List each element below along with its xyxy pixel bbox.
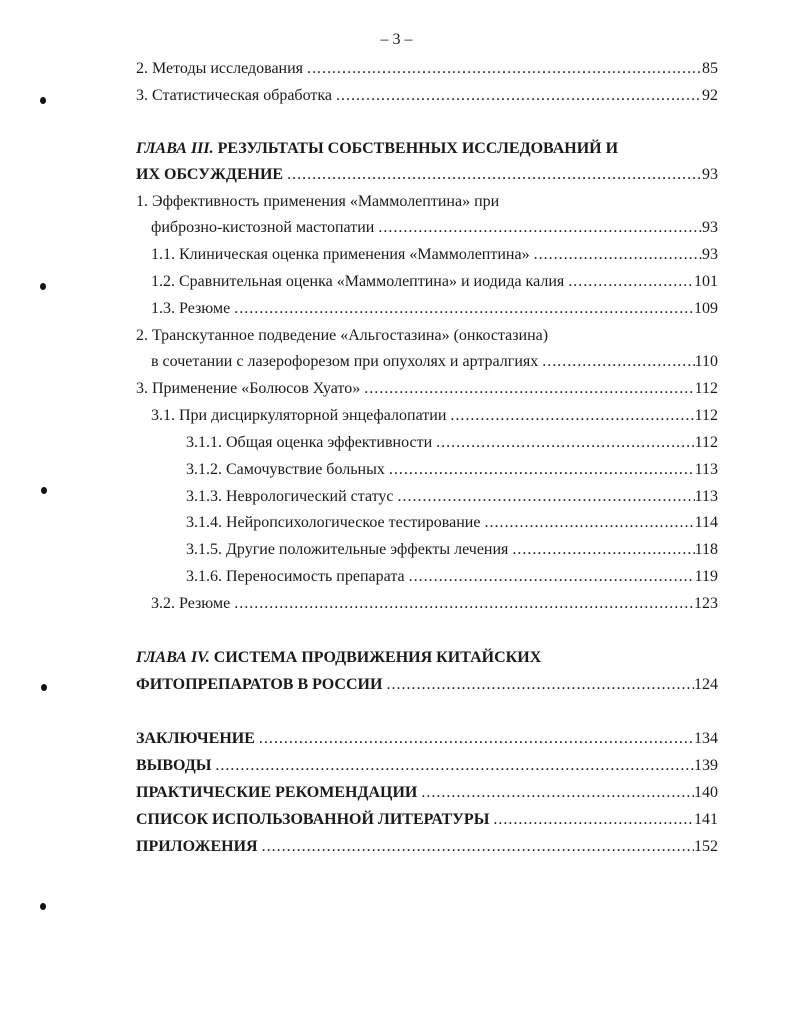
toc-entry-3 — [136, 380, 718, 404]
dot-leader — [446, 407, 694, 425]
toc-entry-text: 3. Применение «Болюсов Хуато» — [136, 380, 361, 397]
toc-entry-3-2 — [151, 595, 718, 619]
toc-entry-text: 3.2. Резюме — [151, 595, 231, 612]
toc-entry-page: 112 — [694, 407, 718, 424]
toc-entry-appendices — [136, 838, 718, 862]
toc-entry-text: 1.1. Клиническая оценка применения «Маммолептина» — [151, 246, 530, 263]
dot-leader — [211, 757, 694, 775]
scan-speck — [41, 684, 47, 691]
toc-entry-page: 101 — [694, 273, 718, 290]
toc-entry-page: 140 — [694, 784, 718, 801]
dot-leader — [283, 166, 702, 184]
toc-entry-text: 3.1.1. Общая оценка эффективности — [186, 434, 433, 451]
chapter-4-title-line1: СИСТЕМА ПРОДВИЖЕНИЯ КИТАЙСКИХ — [209, 649, 542, 666]
dot-leader — [258, 838, 694, 856]
dot-leader — [303, 60, 702, 78]
dot-leader — [374, 219, 702, 237]
toc-entry-page: 139 — [694, 757, 718, 774]
dot-leader — [530, 246, 702, 264]
toc-entry-1-2 — [151, 273, 718, 297]
toc-entry-page: 113 — [694, 461, 718, 478]
toc-entry-page: 123 — [694, 595, 718, 612]
toc-entry-text: 3.1.5. Другие положительные эффекты лечения — [186, 541, 509, 558]
scan-speck — [40, 283, 46, 290]
dot-leader — [394, 488, 695, 506]
toc-entry-page: 134 — [694, 730, 718, 747]
chapter-3-heading — [136, 140, 618, 164]
toc-entry-page: 119 — [694, 568, 718, 585]
scan-speck — [40, 97, 46, 104]
toc-entry-text: ПРИЛОЖЕНИЯ — [136, 838, 258, 855]
dot-leader — [564, 273, 694, 291]
chapter-3-title-line1: РЕЗУЛЬТАТЫ СОБСТВЕННЫХ ИССЛЕДОВАНИЙ И — [213, 140, 619, 157]
toc-entry-3-1-1 — [186, 434, 718, 458]
dot-leader — [480, 514, 694, 532]
toc-entry-recommendations — [136, 784, 718, 808]
chapter-4-title-line2: ФИТОПРЕПАРАТОВ В РОССИИ — [136, 676, 383, 693]
toc-entry-chapter-4 — [136, 676, 718, 700]
toc-entry-page: 109 — [694, 300, 718, 317]
toc-entry-chapter-3 — [136, 166, 718, 190]
toc-entry-2 — [151, 353, 718, 377]
dot-leader — [508, 541, 694, 559]
toc-entry-text: СПИСОК ИСПОЛЬЗОВАННОЙ ЛИТЕРАТУРЫ — [136, 811, 490, 828]
toc-entry-page: 85 — [702, 60, 718, 77]
toc-entry-text: 1.3. Резюме — [151, 300, 231, 317]
dot-leader — [385, 461, 695, 479]
dot-leader — [255, 730, 694, 748]
toc-entry-text: 3.1.4. Нейропсихологическое тестирование — [186, 514, 481, 531]
dot-leader — [538, 353, 694, 371]
dot-leader — [382, 676, 694, 694]
toc-entry-3-1-3 — [186, 488, 718, 512]
dot-leader — [405, 568, 695, 586]
toc-entry-1-3 — [151, 300, 718, 324]
toc-entry-page: 93 — [702, 219, 718, 236]
toc-entry-3-1-6 — [186, 568, 718, 592]
chapter-4-heading — [136, 649, 541, 673]
dot-leader — [230, 300, 694, 318]
toc-entry-methods — [136, 60, 718, 84]
dot-leader — [417, 784, 694, 802]
toc-entry-page: 112 — [694, 380, 718, 397]
toc-entry-1-1 — [151, 246, 718, 270]
toc-entry-1 — [151, 219, 718, 243]
toc-entry-text: ЗАКЛЮЧЕНИЕ — [136, 730, 255, 747]
toc-entry-page: 93 — [702, 166, 718, 183]
scan-speck — [40, 903, 46, 910]
toc-entry-text: 3.1.3. Неврологический статус — [186, 488, 394, 505]
toc-entry-page: 118 — [694, 541, 718, 558]
toc-entry-page: 152 — [694, 838, 718, 855]
scan-speck — [41, 487, 47, 494]
toc-entry-3-1-5 — [186, 541, 718, 565]
toc-entry-3-1-2 — [186, 461, 718, 485]
toc-entry-page: 112 — [694, 434, 718, 451]
toc-entry-statistics — [136, 87, 718, 111]
toc-entry-page: 93 — [702, 246, 718, 263]
toc-entry-page: 110 — [694, 353, 718, 370]
dot-leader — [360, 380, 694, 398]
dot-leader — [230, 595, 694, 613]
toc-entry-text: 3. Статистическая обработка — [136, 87, 332, 104]
toc-entry-3-1-4 — [186, 514, 718, 538]
chapter-3-title-line2: ИХ ОБСУЖДЕНИЕ — [136, 166, 284, 183]
toc-entry-page: 92 — [702, 87, 718, 104]
page-number: – 3 – — [380, 31, 413, 48]
dot-leader — [489, 811, 694, 829]
toc-entry-page: 141 — [694, 811, 718, 828]
toc-entry-conclusion — [136, 730, 718, 754]
toc-entry-page: 124 — [694, 676, 718, 693]
toc-entry-references — [136, 811, 718, 835]
toc-entry-page: 114 — [694, 514, 718, 531]
chapter-3-label: ГЛАВА III. — [136, 140, 214, 157]
toc-entry-text: ВЫВОДЫ — [136, 757, 212, 774]
dot-leader — [332, 87, 702, 105]
toc-entry-text: ПРАКТИЧЕСКИЕ РЕКОМЕНДАЦИИ — [136, 784, 418, 801]
dot-leader — [432, 434, 694, 452]
chapter-4-label: ГЛАВА IV. — [136, 649, 210, 666]
toc-entry-text: 3.1. При дисциркуляторной энцефалопатии — [151, 407, 447, 424]
toc-entry-1-line1: 1. Эффективность применения «Маммолептина» при — [136, 193, 500, 210]
toc-entry-text: 3.1.2. Самочувствие больных — [186, 461, 385, 478]
toc-entry-2-line1: 2. Транскутанное подведение «Альгостазина» (онкостазина) — [136, 327, 549, 344]
toc-entry-page: 113 — [694, 488, 718, 505]
toc-entry-text: 2. Методы исследования — [136, 60, 304, 77]
toc-entry-text: в сочетании с лазерофорезом при опухолях и артралгиях — [151, 353, 539, 370]
toc-entry-findings — [136, 757, 718, 781]
toc-entry-text: 3.1.6. Переносимость препарата — [186, 568, 405, 585]
toc-entry-text: фиброзно-кистозной мастопатии — [151, 219, 375, 236]
toc-entry-3-1 — [151, 407, 718, 431]
toc-entry-text: 1.2. Сравнительная оценка «Маммолептина» и иодида калия — [151, 273, 565, 290]
